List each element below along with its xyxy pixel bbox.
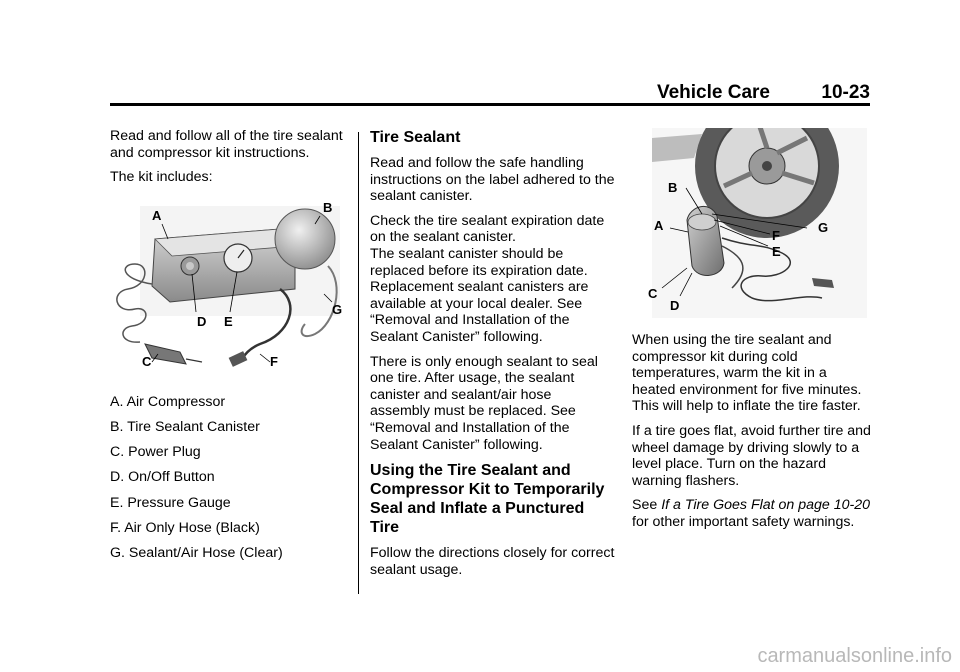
paragraph: Read and follow the safe handling instructions on the label adhered to the sealant canister. <box>370 155 615 205</box>
paragraph: If a tire goes flat, avoid further tire and wheel damage by driving slowly to a level place. Turn on the hazard warning flashers. <box>632 422 871 489</box>
see-rest-text: for other important safety warnings. <box>632 513 855 530</box>
cross-reference-link[interactable]: If a Tire Goes Flat on page 10-20 <box>661 497 871 514</box>
subsection-heading: Using the Tire Sealant and Compressor Kit to Temporarily Seal and Inflate a Punctured Tire <box>370 462 605 537</box>
kit-includes-label: The kit includes: <box>110 169 213 186</box>
intro-paragraph: Read and follow all of the tire sealant and compressor kit instructions. <box>110 128 343 161</box>
column-left <box>110 128 345 570</box>
paragraph: Check the tire sealant expiration date on the sealant canister. <box>370 212 605 246</box>
callout-g: G <box>818 220 829 235</box>
kit-on-tire-illustration <box>632 128 867 318</box>
section-title: Vehicle Care <box>656 82 770 103</box>
callout-d: D <box>197 313 207 329</box>
paragraph: There is only enough sealant to seal one tire. After usage, the sealant canister and sealant/air hose assembly must be replaced. See “Removal and Installation of the Sealant Canister” following. <box>370 353 598 453</box>
page-number: 10-23 <box>821 82 870 103</box>
paragraph: The sealant canister should be replaced before its expiration date. Replacement sealant canisters are available at your local dealer. See “Removal and Installation of the Sealant Canister” following. <box>370 245 589 345</box>
compressor-kit-figure <box>110 194 345 384</box>
callout-e: E <box>772 244 781 259</box>
callout-e: E <box>224 313 233 329</box>
watermark: carmanualsonline.info <box>757 645 952 667</box>
callout-d: D <box>670 298 680 313</box>
column-divider <box>358 132 359 594</box>
column-middle <box>370 128 615 586</box>
callout-b: B <box>323 199 333 215</box>
paragraph: Follow the directions closely for correct sealant usage. <box>370 545 615 578</box>
column-right <box>632 128 872 539</box>
page-header <box>110 82 870 104</box>
legend-item: A. Air Compressor <box>110 393 226 410</box>
legend-item: G. Sealant/Air Hose (Clear) <box>110 544 283 561</box>
callout-f: F <box>772 228 780 243</box>
paragraph: When using the tire sealant and compressor kit during cold temperatures, warm the kit in a heated environment for five minutes. This will help to inflate the tire faster. <box>632 332 862 415</box>
callout-f: F <box>270 353 278 369</box>
legend-item: E. Pressure Gauge <box>110 494 231 511</box>
see-text: See <box>632 497 662 514</box>
callout-a: A <box>152 207 162 223</box>
legend-item: C. Power Plug <box>110 444 201 461</box>
callout-c: C <box>648 286 658 301</box>
legend-item: D. On/Off Button <box>110 469 215 486</box>
header-rule <box>110 103 870 106</box>
kit-on-tire-figure <box>632 128 867 318</box>
legend-item: F. Air Only Hose (Black) <box>110 519 260 536</box>
callout-g: G <box>332 301 343 317</box>
section-heading-tire-sealant: Tire Sealant <box>370 129 461 146</box>
legend-item: B. Tire Sealant Canister <box>110 418 260 435</box>
callout-c: C <box>142 353 152 369</box>
callout-b: B <box>668 180 678 195</box>
see-reference-paragraph <box>632 497 872 530</box>
kit-legend-list <box>110 394 345 562</box>
callout-a: A <box>654 218 664 233</box>
